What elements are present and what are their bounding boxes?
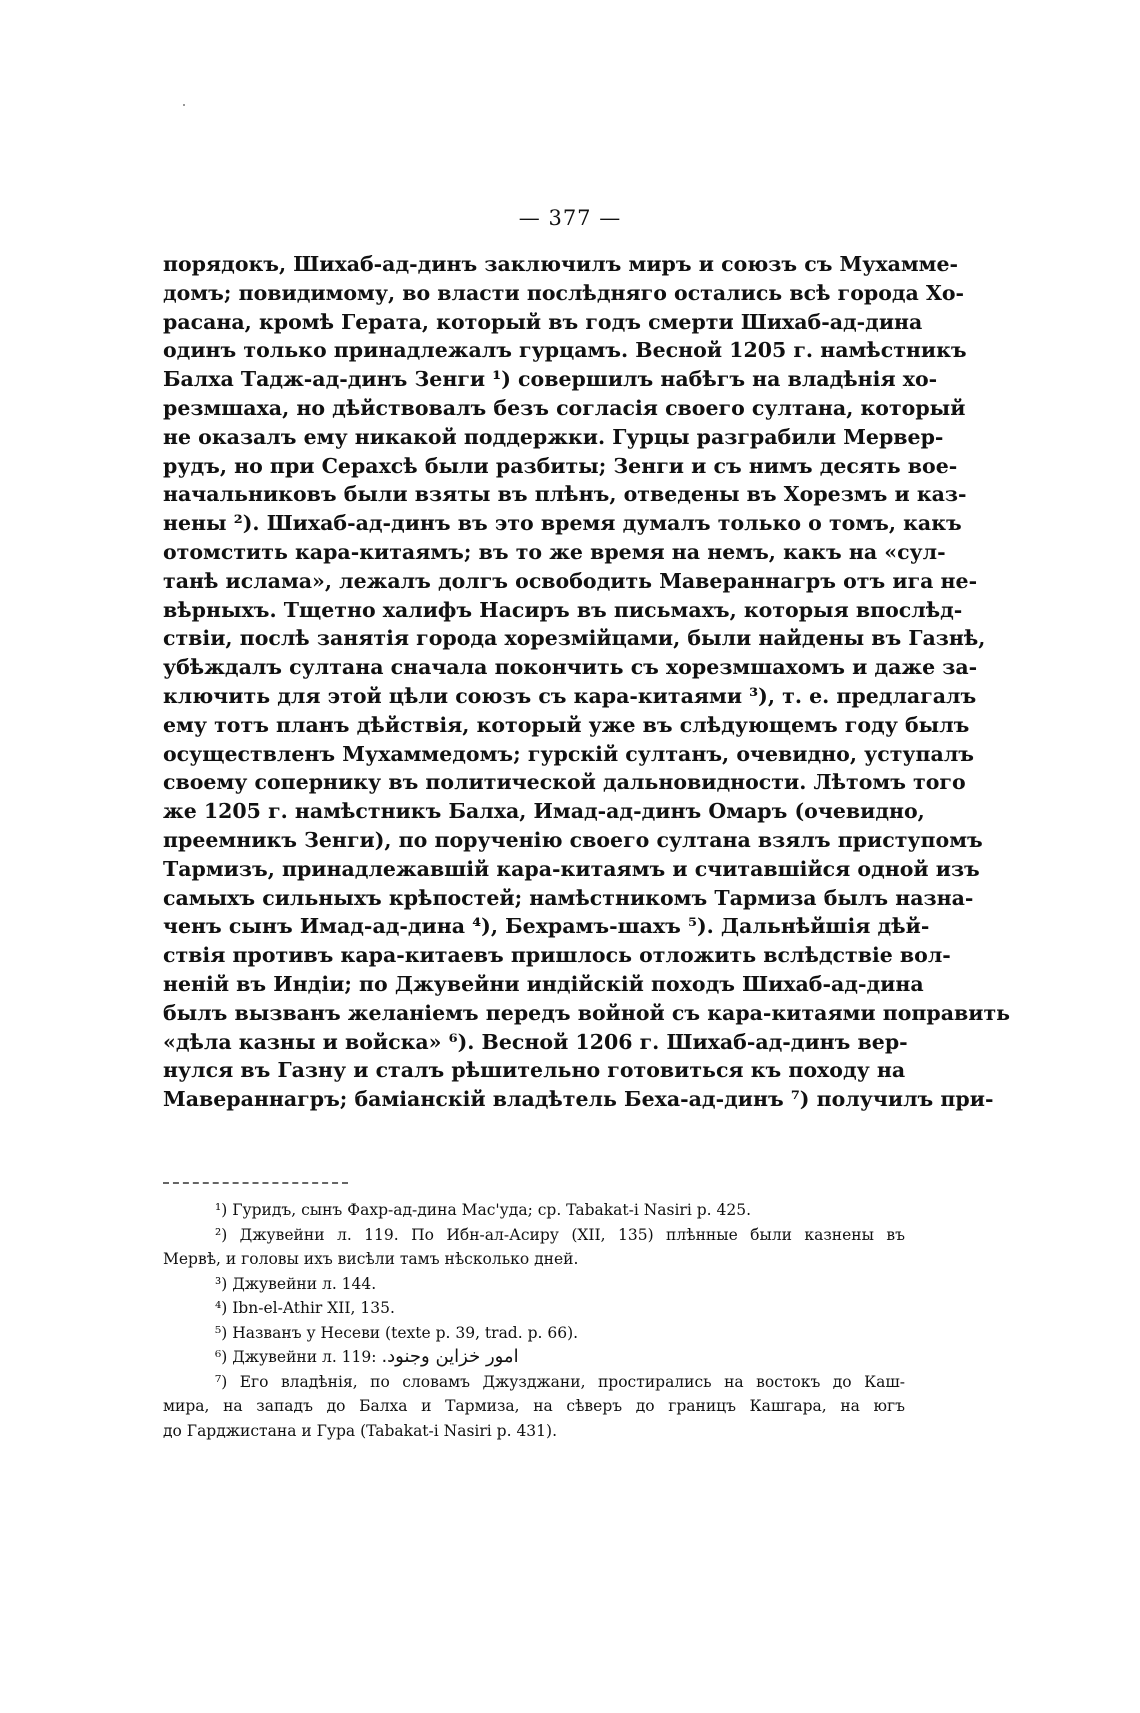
body-line: одинъ только принадлежалъ гурцамъ. Весной 1205 г. намѣстникъ [163,338,967,363]
footnotes [163,1198,905,1443]
body-line: ствіи, послѣ занятія города хорезмійцами, были найдены въ Газнѣ, [163,626,986,651]
body-line: Тармизъ, принадлежавшій кара-китаямъ и считавшійся одной изъ [163,856,980,881]
footnote-1: ¹) Гуридъ, сынъ Фахр-ад-дина Мас'уда; ср. Tabakat-i Nasiri p. 425. [215,1201,752,1219]
body-line: вѣрныхъ. Тщетно халифъ Насиръ въ письмахъ, которыя впослѣд- [163,597,963,622]
body-line: порядокъ, Шихаб-ад-динъ заключилъ миръ и союзъ съ Мухамме- [163,252,959,276]
body-line: самыхъ сильныхъ крѣпостей; намѣстникомъ Тармиза былъ назна- [163,885,974,910]
body-line: нулся въ Газну и сталъ рѣшительно готовиться къ походу на [163,1058,906,1083]
body-line: былъ вызванъ желаніемъ передъ войной съ кара-китаями поправить [163,1000,1011,1025]
body-line: нены ²). Шихаб-ад-динъ въ это время думалъ только о томъ, какъ [163,511,962,536]
body-line: ключить для этой цѣли союзъ съ кара-китаями ³), т. е. предлагалъ [163,683,977,708]
footnote-2-continued: Мервѣ, и головы ихъ висѣли тамъ нѣсколько дней. [163,1250,579,1268]
body-line: «дѣла казны и войска» ⁶). Весной 1206 г. Шихаб-ад-динъ вер- [163,1029,908,1054]
body-line: начальниковъ были взяты въ плѣнъ, отведены въ Хорезмъ и каз- [163,482,967,507]
body-line: танѣ ислама», лежалъ долгъ освободить Мавераннагръ отъ ига не- [163,568,978,593]
body-line: ствія противъ кара-китаевъ пришлось отложить вслѣдствіе вол- [163,943,951,968]
footnote-5: ⁵) Названъ у Несеви (texte p. 39, trad. p. 66). [215,1323,579,1342]
arabic-quote: امور خزاين وجنود. [381,1346,519,1367]
footnote-7-continued: мира, на западъ до Балха и Тармиза, на сѣверъ до границъ Кашгара, на югъ [163,1397,905,1415]
body-line: резмшаха, но дѣйствовалъ безъ согласія своего султана, который [163,395,966,420]
footnote-4: ⁴) Ibn-el-Athir XII, 135. [215,1299,395,1317]
body-line: Мавераннагръ; баміанскій владѣтель Беха-ад-динъ ⁷) получилъ при- [163,1087,994,1112]
footnote-2: ²) Джувейни л. 119. По Ибн-ал-Асиру (XII, 135) плѣнные были казнены въ [215,1225,905,1244]
body-line: не оказалъ ему никакой поддержки. Гурцы разграбили Мервер- [163,424,944,449]
footnote-6 [163,1345,905,1370]
page-number: — 377 — [518,206,622,230]
body-line: Балха Тадж-ад-динъ Зенги ¹) совершилъ набѣгъ на владѣнія хо- [163,367,938,392]
body-line: неній въ Индіи; по Джувейни индійскій походъ Шихаб-ад-дина [163,971,924,996]
body-line: отомстить кара-китаямъ; въ то же время на немъ, какъ на «сул- [163,539,946,564]
footnote-3: ³) Джувейни л. 144. [215,1274,377,1293]
body-line: ему тотъ планъ дѣйствія, который уже въ слѣдующемъ году былъ [163,712,970,737]
body-line: домъ; повидимому, во власти послѣдняго остались всѣ города Хо- [163,280,965,305]
body-line: ченъ сынъ Имад-ад-дина ⁴), Бехрамъ-шахъ ⁵). Дальнѣйшія дѣй- [163,914,930,939]
footnote-7: ⁷) Его владѣнія, по словамъ Джузджани, простирались на востокъ до Каш- [215,1372,905,1391]
footnote-separator [163,1182,348,1184]
body-line: расана, кромѣ Герата, который въ годъ смерти Шихаб-ад-дина [163,309,923,334]
body-line: преемникъ Зенги), по порученію своего султана взялъ приступомъ [163,827,983,852]
footnote-7-end: до Гарджистана и Гура (Tabakat-i Nasiri p. 431). [163,1421,558,1440]
body-line: осуществленъ Мухаммедомъ; гурскій султанъ, очевидно, уступалъ [163,741,975,766]
body-line: своему сопернику въ политической дальновидности. Лѣтомъ того [163,770,966,795]
body-line: убѣждалъ султана сначала покончить съ хорезмшахомъ и даже за- [163,655,978,680]
body-line: же 1205 г. намѣстникъ Балха, Имад-ад-динъ Омаръ (очевидно, [163,799,925,824]
body-text [163,250,1011,1114]
body-line: рудъ, но при Серахсѣ были разбиты; Зенги и съ нимъ десять вое- [163,453,958,478]
paper-speck [183,104,185,106]
footnote-6-text: ⁶) Джувейни л. 119: [215,1348,377,1366]
